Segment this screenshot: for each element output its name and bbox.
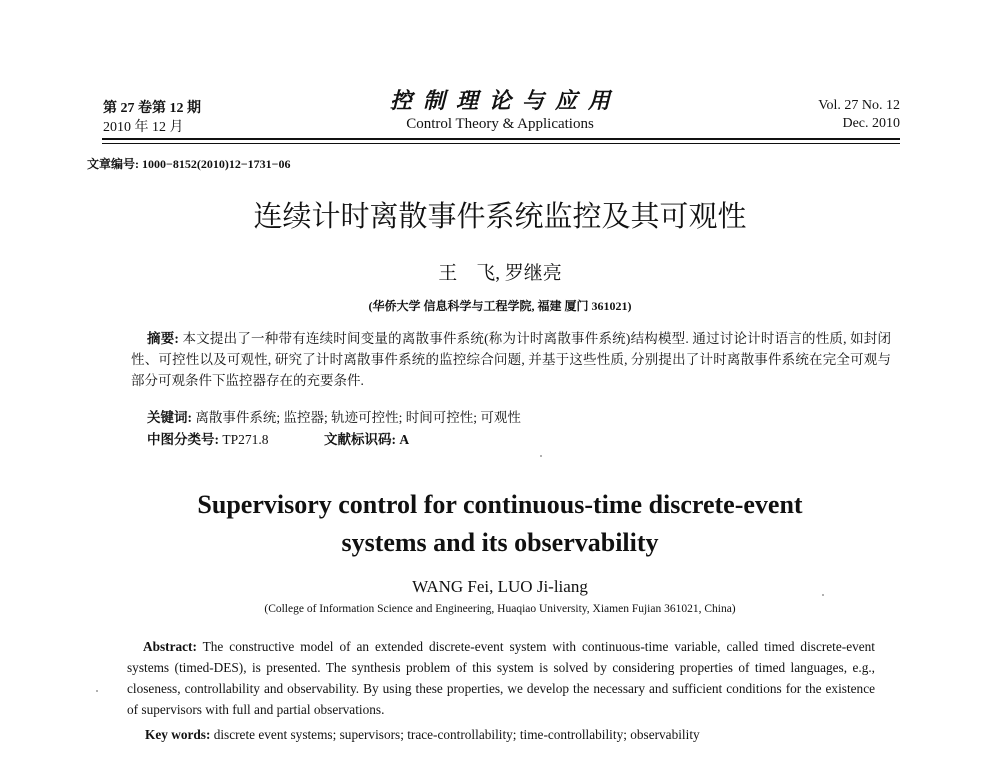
paper-title-en: [0, 486, 1000, 562]
document-code-value: A: [399, 432, 410, 447]
paper-title-en-line2: systems and its observability: [341, 528, 659, 557]
keywords-cn-label: 关键词:: [147, 410, 192, 425]
scan-speck: [822, 594, 824, 596]
affiliation-en: (College of Information Science and Engineering, Huaqiao University, Xiamen Fujian 361021, China): [264, 603, 736, 615]
header-cn-date: 2010 年 12 月: [103, 120, 184, 135]
abstract-en-text: The constructive model of an extended discrete-event system with continuous-time variable, called timed discrete-event systems (timed-DES), is presented. The synthesis problem of this system is solved by considering properties of timed languages, e.g., closeness, controllability and observability. By using these properties, we develop the necessary and sufficient conditions for the existence of supervisors with full and partial observations.: [127, 639, 875, 717]
scan-speck: [540, 455, 542, 457]
keywords-cn-text: 离散事件系统; 监控器; 轨迹可控性; 时间可控性; 可观性: [195, 410, 521, 425]
header-cn-volume: 第 27 卷第 12 期: [103, 101, 201, 116]
clc-value: TP271.8: [222, 432, 269, 447]
scan-speck: [96, 690, 98, 692]
keywords-en-text: discrete event systems; supervisors; trace-controllability; time-controllability; observability: [213, 727, 700, 742]
affiliation-cn: (华侨大学 信息科学与工程学院, 福建 厦门 361021): [368, 299, 632, 313]
clc-label: 中图分类号:: [147, 432, 219, 447]
header-en-date: Dec. 2010: [842, 116, 900, 131]
document-code: [324, 428, 409, 448]
abstract-en-label: Abstract:: [143, 639, 197, 654]
authors-en: WANG Fei, LUO Ji-liang: [412, 577, 588, 596]
header-rule-thick: [102, 138, 900, 140]
abstract-cn: [131, 328, 891, 391]
clc-number: [147, 428, 269, 448]
abstract-en: [127, 636, 875, 720]
paper-title-en-line1: Supervisory control for continuous-time discrete-event: [197, 490, 803, 519]
abstract-cn-label: 摘要:: [147, 331, 179, 346]
document-code-label: 文献标识码:: [324, 432, 396, 447]
journal-title-en: Control Theory & Applications: [406, 116, 594, 132]
header-en-volume: Vol. 27 No. 12: [818, 98, 900, 113]
keywords-en: [145, 727, 700, 743]
keywords-en-label: Key words:: [145, 727, 211, 742]
authors-cn: 王 飞, 罗继亮: [438, 263, 562, 284]
article-number: 文章编号: 1000−8152(2010)12−1731−06: [87, 157, 291, 171]
journal-title-cn: 控制理论与应用: [390, 88, 622, 113]
paper-title-cn: 连续计时离散事件系统监控及其可观性: [253, 201, 747, 233]
abstract-cn-text: 本文提出了一种带有连续时间变量的离散事件系统(称为计时离散事件系统)结构模型. 通过讨论计时语言的性质, 如封闭性、可控性以及可观性, 研究了计时离散事件系统的监控综合问题, 并基于这些性质, 分别提出了计时离散事件系统在完全可观与部分可观条件下监控器存在的充要条件.: [131, 331, 892, 388]
keywords-cn: [147, 406, 521, 426]
header-rule-thin: [102, 143, 900, 144]
